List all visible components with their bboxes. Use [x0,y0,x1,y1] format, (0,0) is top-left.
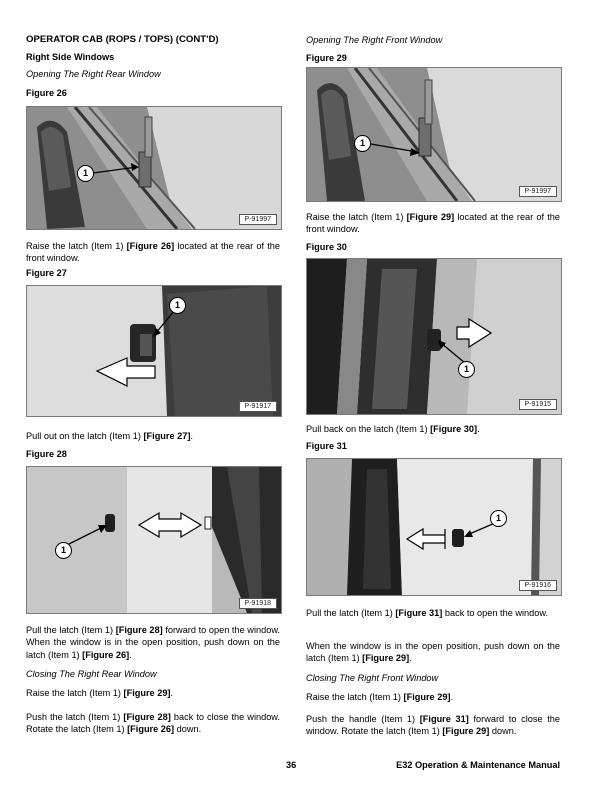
figure-29-callout: 1 [354,135,371,152]
closing-front-step-2: Push the handle (Item 1) [Figure 31] forward to close the window. Rotate the latch (Item 1) [Figure 29] down. [306,714,560,737]
figure-26-callout: 1 [77,165,94,182]
figure-31-image [306,458,562,596]
figure-29-code: P-91997 [519,186,557,197]
figure-29-caption: Raise the latch (Item 1) [Figure 29] located at the rear of the front window. [306,212,560,235]
figure-26-code: P-91997 [239,214,277,225]
figure-30-caption: Pull back on the latch (Item 1) [Figure 30]. [306,424,480,434]
figure-31-caption: Pull the latch (Item 1) [Figure 31] back to open the window. [306,608,549,618]
figure-27-caption: Pull out on the latch (Item 1) [Figure 27]. [26,431,193,441]
figure-31-callout: 1 [490,510,507,527]
closing-front-step-1: Raise the latch (Item 1) [Figure 29]. [306,692,454,702]
closing-rear-heading: Closing The Right Rear Window [26,669,157,679]
figure-30-image [306,258,562,415]
opening-rear-heading: Opening The Right Rear Window [26,69,161,79]
figure-28-code: P-91918 [239,598,277,609]
figure-31-code: P-91916 [519,580,557,591]
closing-front-heading: Closing The Right Front Window [306,673,439,683]
subsection-title: Right Side Windows [26,52,115,62]
figure-28-image [26,466,282,614]
page-number: 36 [286,760,297,770]
figure-28-callout: 1 [55,542,72,559]
manual-title: E32 Operation & Maintenance Manual [396,760,560,770]
figure-30-code: P-91915 [519,399,557,410]
figure-28-caption: Pull the latch (Item 1) [Figure 28] forward to open the window. When the window is in the open position, push down on the latch (Item 1) [Figure 26]. [26,625,280,660]
figure-28-label: Figure 28 [26,449,67,459]
figure-26-image [26,106,282,230]
figure-30-label: Figure 30 [306,242,347,252]
figure-29-image [306,67,562,202]
figure-27-code: P-91917 [239,401,277,412]
closing-rear-step-2: Push the latch (Item 1) [Figure 28] back to close the window. Rotate the latch (Item 1) [Figure 26] down. [26,712,280,735]
figure-29-label: Figure 29 [306,53,347,63]
closing-rear-step-1: Raise the latch (Item 1) [Figure 29]. [26,688,174,698]
section-title: OPERATOR CAB (ROPS / TOPS) (CONT'D) [26,34,219,45]
opening-front-heading: Opening The Right Front Window [306,35,443,45]
figure-27-image [26,285,282,417]
open-position-note: When the window is in the open position, push down on the latch (Item 1) [Figure 29]. [306,641,560,664]
figure-26-caption: Raise the latch (Item 1) [Figure 26] located at the rear of the front window. [26,241,280,264]
figure-31-label: Figure 31 [306,441,347,451]
figure-26-label: Figure 26 [26,88,67,98]
figure-27-label: Figure 27 [26,268,67,278]
figure-30-callout: 1 [458,361,475,378]
figure-27-callout: 1 [169,297,186,314]
